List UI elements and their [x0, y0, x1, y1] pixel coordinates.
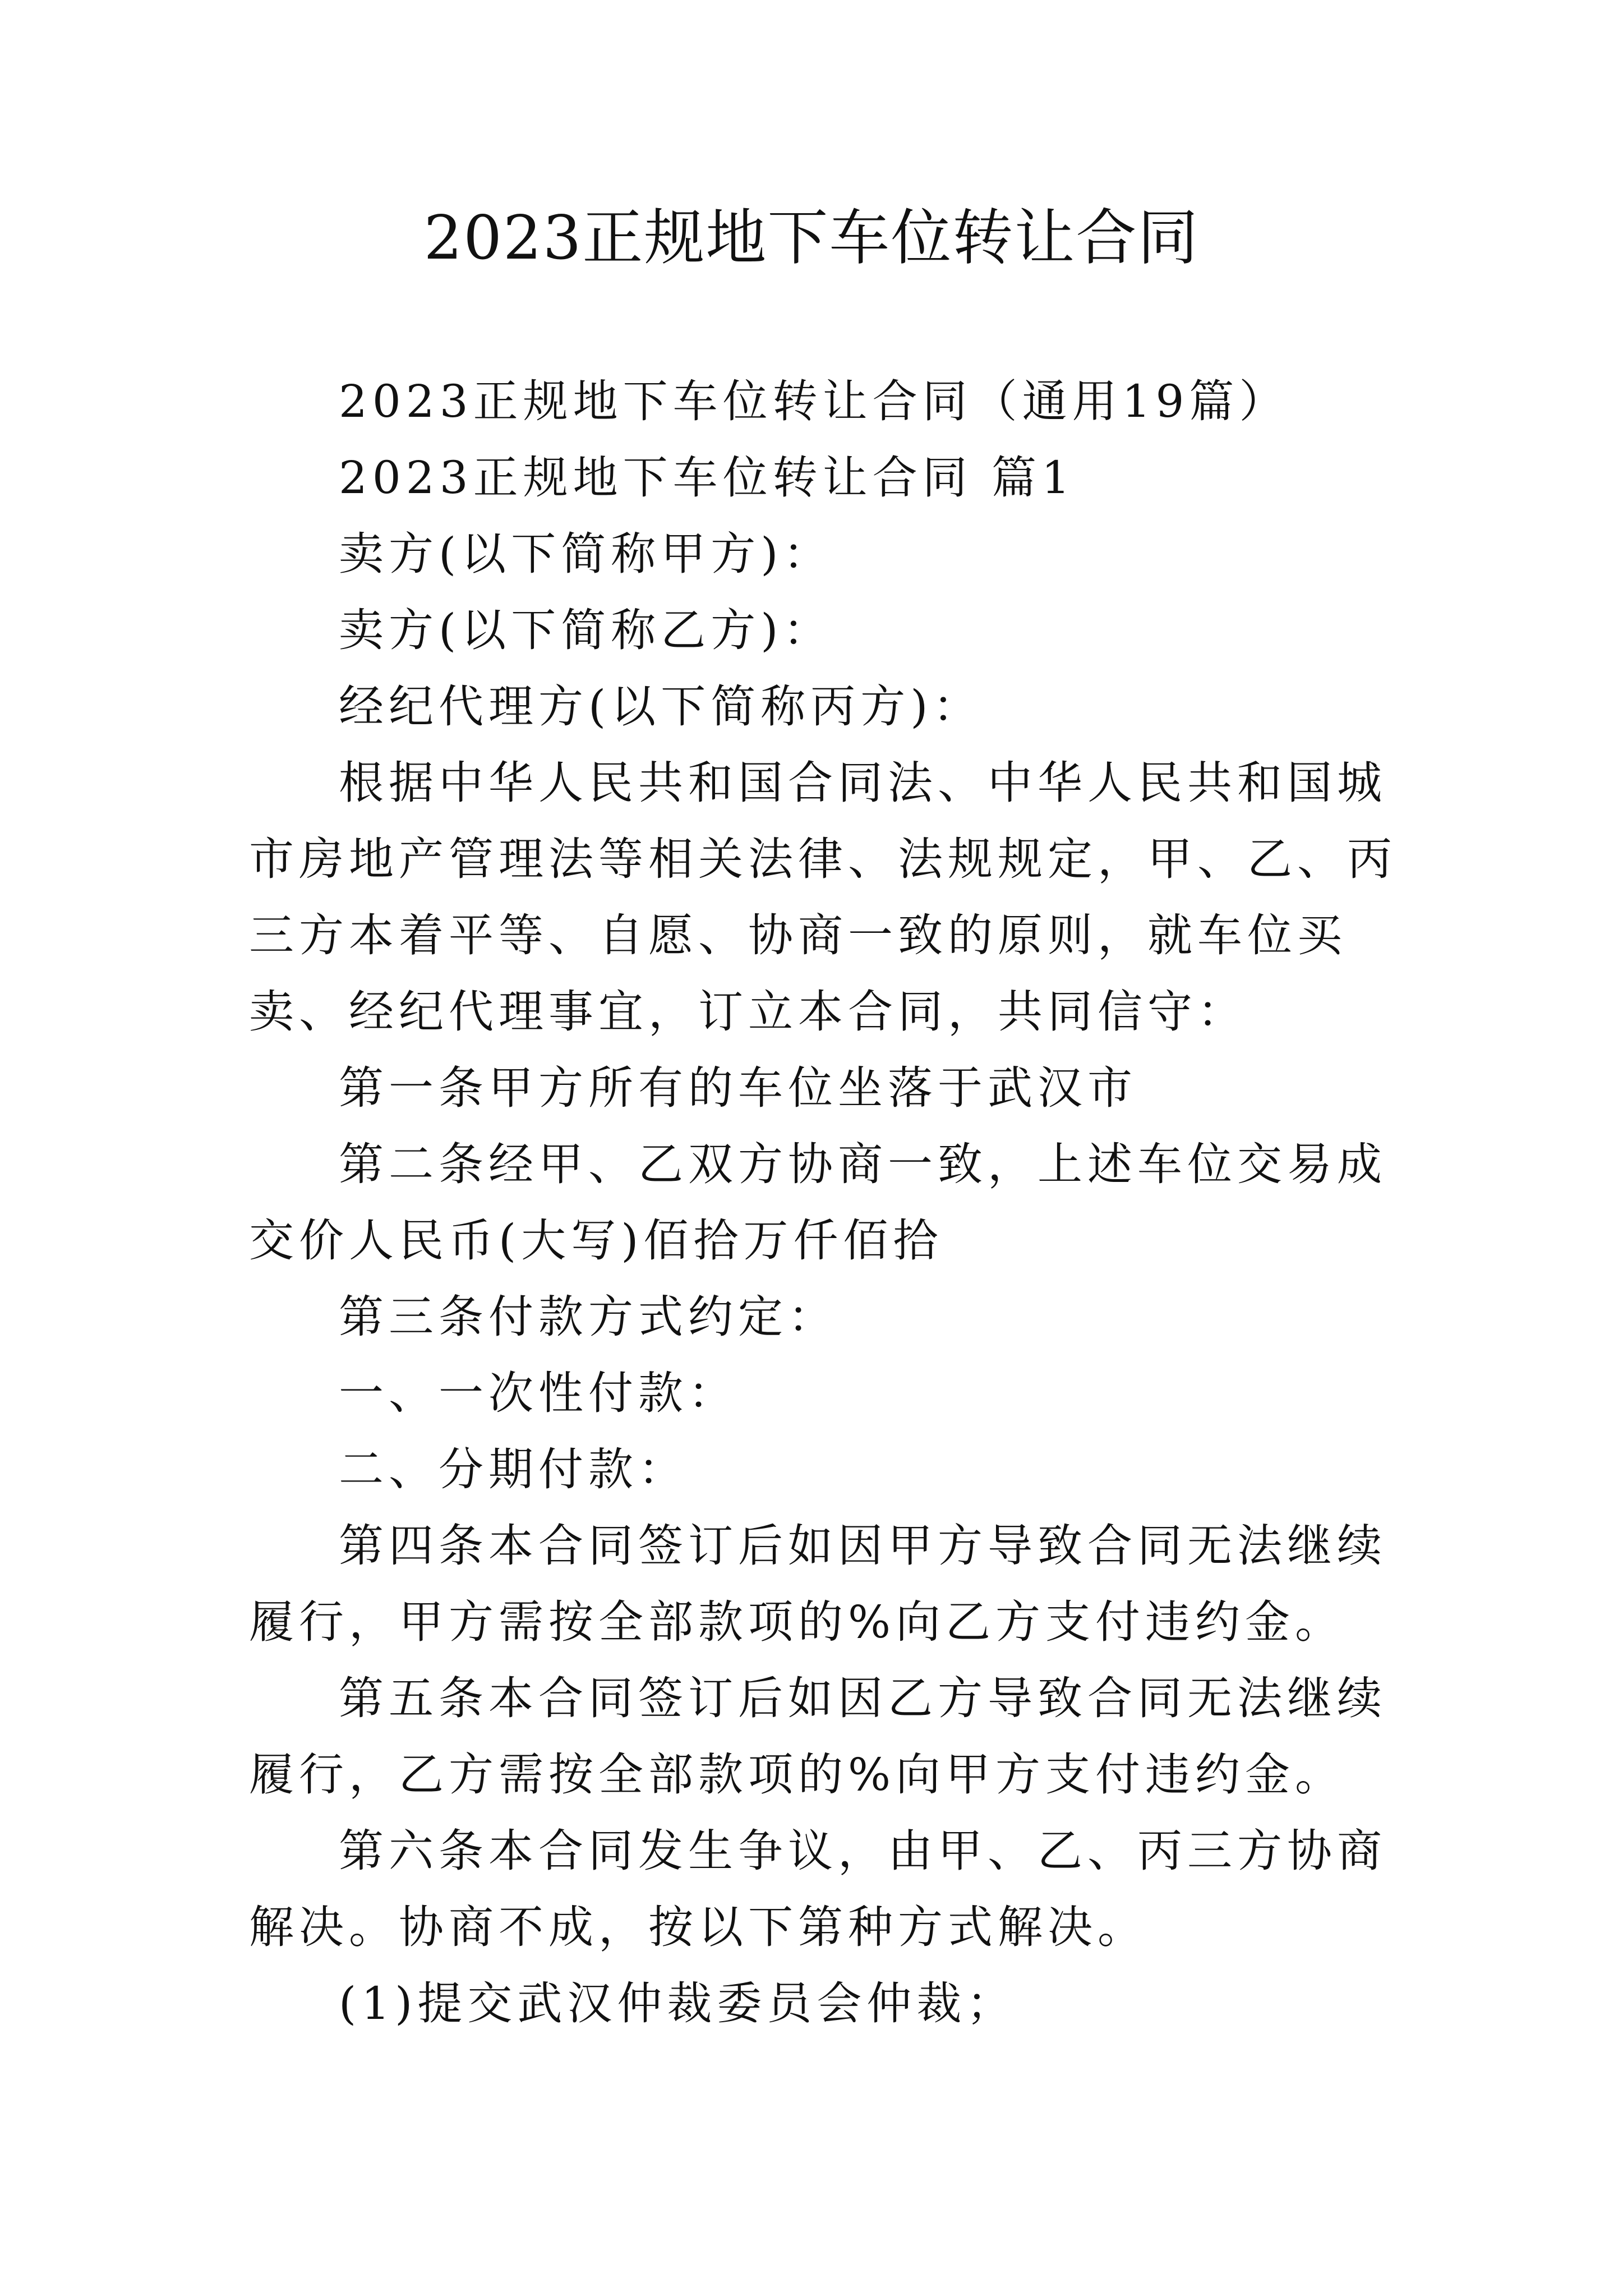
- paragraph-payment-lump-sum: 一、一次性付款：: [339, 1367, 738, 1419]
- paragraph-article-5: 第五条本合同签订后如因乙方导致合同无法继续履行，乙方需按全部款项的%向甲方支付违约金。: [249, 1672, 1387, 1801]
- paragraph-section-heading: 2023正规地下车位转让合同 篇1: [339, 452, 1075, 504]
- paragraph-article-4: 第四条本合同签订后如因甲方导致合同无法继续履行，甲方需按全部款项的%向乙方支付违约金。: [249, 1520, 1387, 1648]
- paragraph-article-2: 第二条经甲、乙双方协商一致，上述车位交易成交价人民币(大写)佰拾万仟佰拾: [249, 1138, 1387, 1267]
- paragraph-party-a: 卖方(以下简称甲方)：: [339, 528, 833, 580]
- paragraph-article-3: 第三条付款方式约定：: [339, 1291, 838, 1343]
- paragraph-arbitration: (1)提交武汉仲裁委员会仲裁；: [339, 1977, 1017, 2030]
- paragraph-subtitle: 2023正规地下车位转让合同（通用19篇）: [339, 375, 1289, 427]
- paragraph-party-c: 经纪代理方(以下简称丙方)：: [339, 680, 983, 733]
- paragraph-article-6: 第六条本合同发生争议，由甲、乙、丙三方协商解决。协商不成，按以下第种方式解决。: [249, 1825, 1387, 1953]
- document-title: 2023正规地下车位转让合同: [423, 203, 1200, 273]
- paragraph-payment-installment: 二、分期付款：: [339, 1443, 688, 1496]
- paragraph-party-b: 卖方(以下简称乙方)：: [339, 604, 833, 656]
- paragraph-article-1: 第一条甲方所有的车位坐落于武汉市: [339, 1062, 1137, 1114]
- paragraph-preamble: 根据中华人民共和国合同法、中华人民共和国城市房地产管理法等相关法律、法规规定，甲、乙、丙三方本着平等、自愿、协商一致的原则，就车位买卖、经纪代理事宜，订立本合同，共同信守：: [249, 757, 1397, 1038]
- document-body: [249, 364, 1399, 2042]
